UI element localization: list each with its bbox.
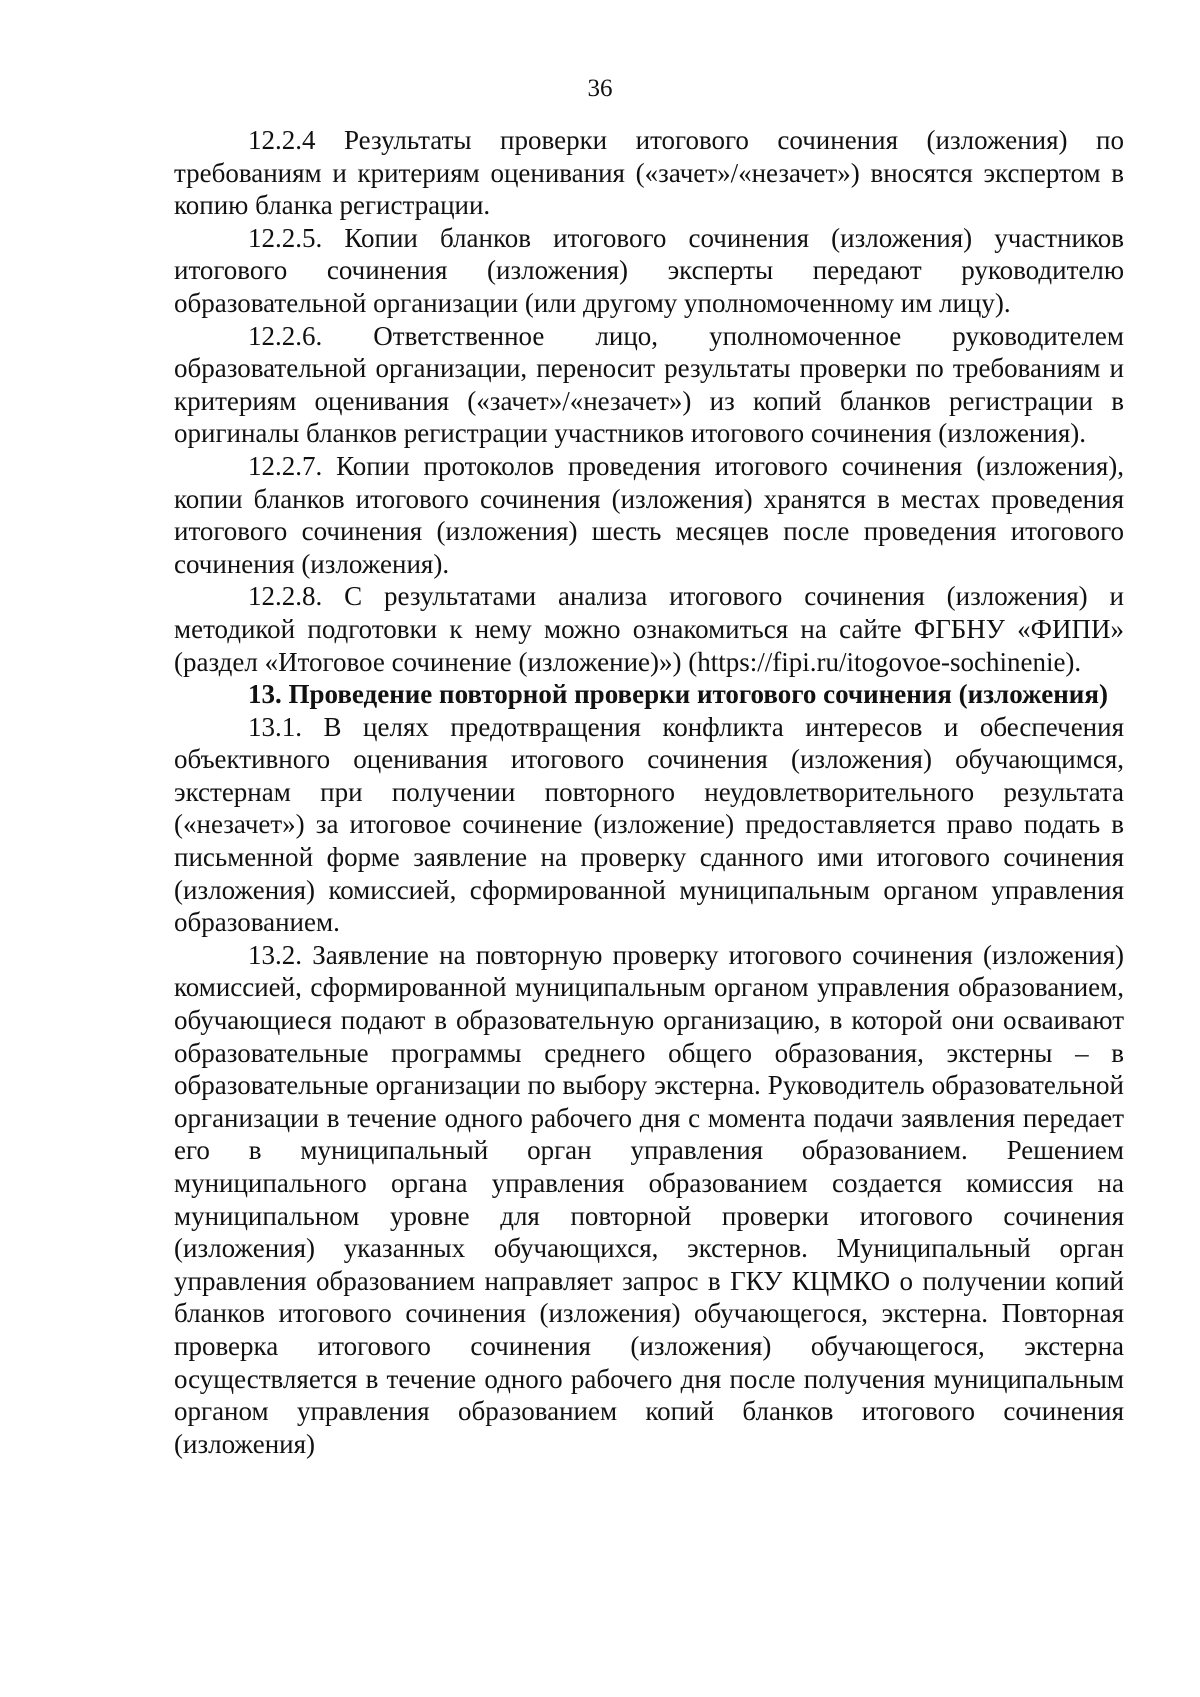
- paragraph-13-2: 13.2. Заявление на повторную проверку итогового сочинения (изложения) комиссией, сформированной муниципальным органом управления образованием, обучающиеся подают в образовательную организацию, в которой они осваивают образовательные программы среднего общего образования, экстерны – в образовательные организации по выбору экстерна. Руководитель образовательной организации в течение одного рабочего дня с момента подачи заявления передает его в муниципальный орган управления образованием. Решением муниципального органа управления образованием создается комиссия на муниципальном уровне для повторной проверки итогового сочинения (изложения) указанных обучающихся, экстернов. Муниципальный орган управления образованием направляет запрос в ГКУ КЦМКО о получении копий бланков итогового сочинения (изложения) обучающегося, экстерна. Повторная проверка итогового сочинения (изложения) обучающегося, экстерна осуществляется в течение одного рабочего дня после получения муниципальным органом управления образованием копий бланков итогового сочинения (изложения): [174, 939, 1124, 1459]
- paragraph-13-1: 13.1. В целях предотвращения конфликта интересов и обеспечения объективного оценивания итогового сочинения (изложения) обучающимся, экстернам при получении повторного неудовлетворительного результата («незачет») за итоговое сочинение (изложение) предоставляется право подать в письменной форме заявление на проверку сданного ими итогового сочинения (изложения) комиссией, сформированной муниципальным органом управления образованием.: [174, 711, 1124, 938]
- paragraph-12-2-5: 12.2.5. Копии бланков итогового сочинения (изложения) участников итогового сочинения (изложения) эксперты передают руководителю образовательной организации (или другому уполномоченному им лицу).: [174, 222, 1124, 318]
- paragraph-12-2-7: 12.2.7. Копии протоколов проведения итогового сочинения (изложения), копии бланков итогового сочинения (изложения) хранятся в местах проведения итогового сочинения (изложения) шесть месяцев после проведения итогового сочинения (изложения).: [174, 450, 1124, 579]
- page-number: 36: [587, 75, 613, 102]
- paragraph-12-2-6: 12.2.6. Ответственное лицо, уполномоченное руководителем образовательной организации, переносит результаты проверки по требованиям и критериям оценивания («зачет»/«незачет») из копий бланков регистрации в оригиналы бланков регистрации участников итогового сочинения (изложения).: [174, 320, 1124, 449]
- paragraph-12-2-4: 12.2.4 Результаты проверки итогового сочинения (изложения) по требованиям и критериям оценивания («зачет»/«незачет») вносятся экспертом в копию бланка регистрации.: [174, 125, 1124, 221]
- section-heading-13: 13. Проведение повторной проверки итогового сочинения (изложения): [248, 679, 1108, 710]
- paragraph-12-2-8: 12.2.8. С результатами анализа итогового сочинения (изложения) и методикой подготовки к нему можно ознакомиться на сайте ФГБНУ «ФИПИ» (раздел «Итоговое сочинение (изложение)») (https://fipi.ru/itogovoe-sochinenie).: [174, 581, 1124, 677]
- document-body: [174, 124, 1124, 1460]
